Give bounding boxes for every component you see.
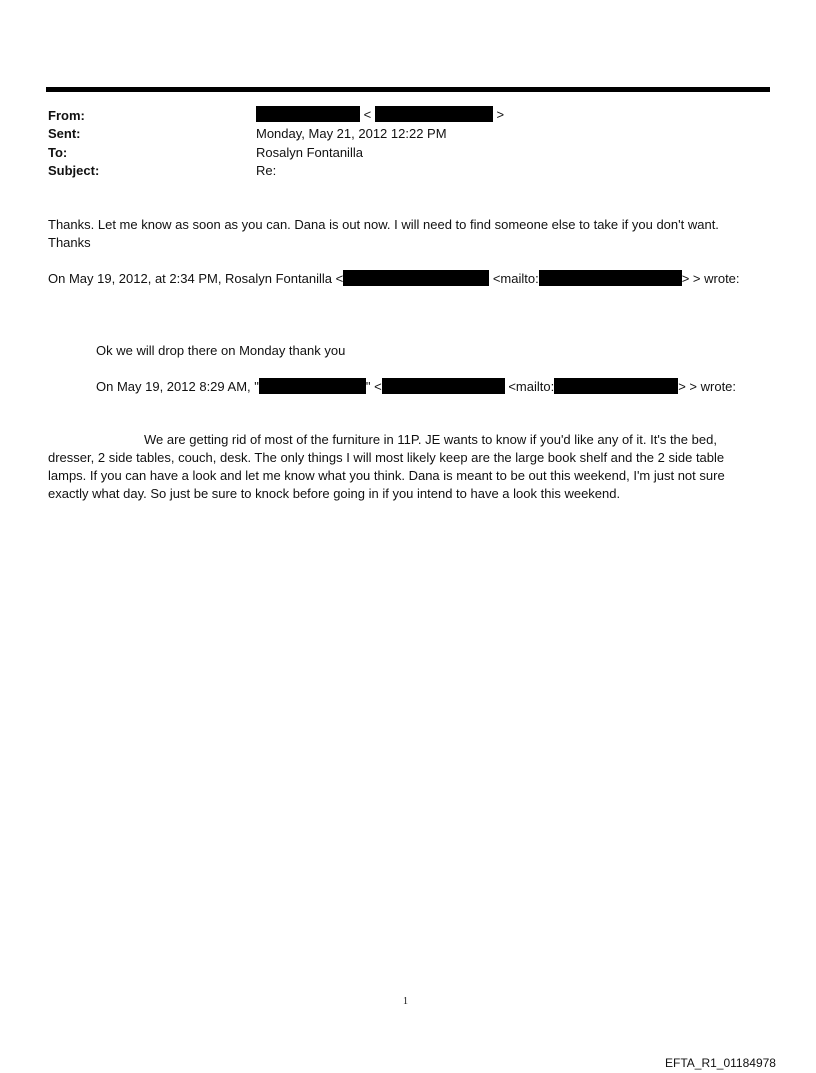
to-value: Rosalyn Fontanilla [256,145,363,160]
sent-label: Sent: [48,126,81,141]
redaction-block [554,378,678,394]
redaction-block [259,378,366,394]
header-rule [46,87,770,92]
to-label: To: [48,145,68,160]
from-label: From: [48,108,85,123]
quote-header-1: On May 19, 2012, at 2:34 PM, Rosalyn Fontanilla < <mailto: > > wrote: [48,271,740,286]
original-message: We are getting rid of most of the furniture in 11P. JE wants to know if you'd like any of it. It's the bed, dresser, 2 side tables, couch, desk. The only things I will most likely keep are the large book shelf and the 2 side table lamps. If you can have a look and let me know what you think. Dana is meant to be out this weekend, I'm just not sure exactly what day. So just be sure to knock before going in if you intend to have a look this weekend. [48,432,725,501]
sent-value: Monday, May 21, 2012 12:22 PM [256,126,447,141]
redaction-block [382,378,505,394]
redaction-block [256,106,360,122]
document-id: EFTA_R1_01184978 [665,1056,776,1070]
page-number: 1 [403,996,408,1007]
quoted-reply: Ok we will drop there on Monday thank you [96,343,346,358]
quote-header-2: On May 19, 2012 8:29 AM, " " < <mailto: > > wrote: [96,379,737,394]
message-line-2: Thanks [48,235,91,250]
subject-value: Re: [256,163,277,178]
redaction-block [375,106,493,122]
redaction-block [343,270,489,286]
message-line-1: Thanks. Let me know as soon as you can. Dana is out now. I will need to find someone else to take if you don't want. [48,217,719,232]
from-value: < > [256,106,504,122]
redaction-block [539,270,682,286]
subject-label: Subject: [48,163,100,178]
